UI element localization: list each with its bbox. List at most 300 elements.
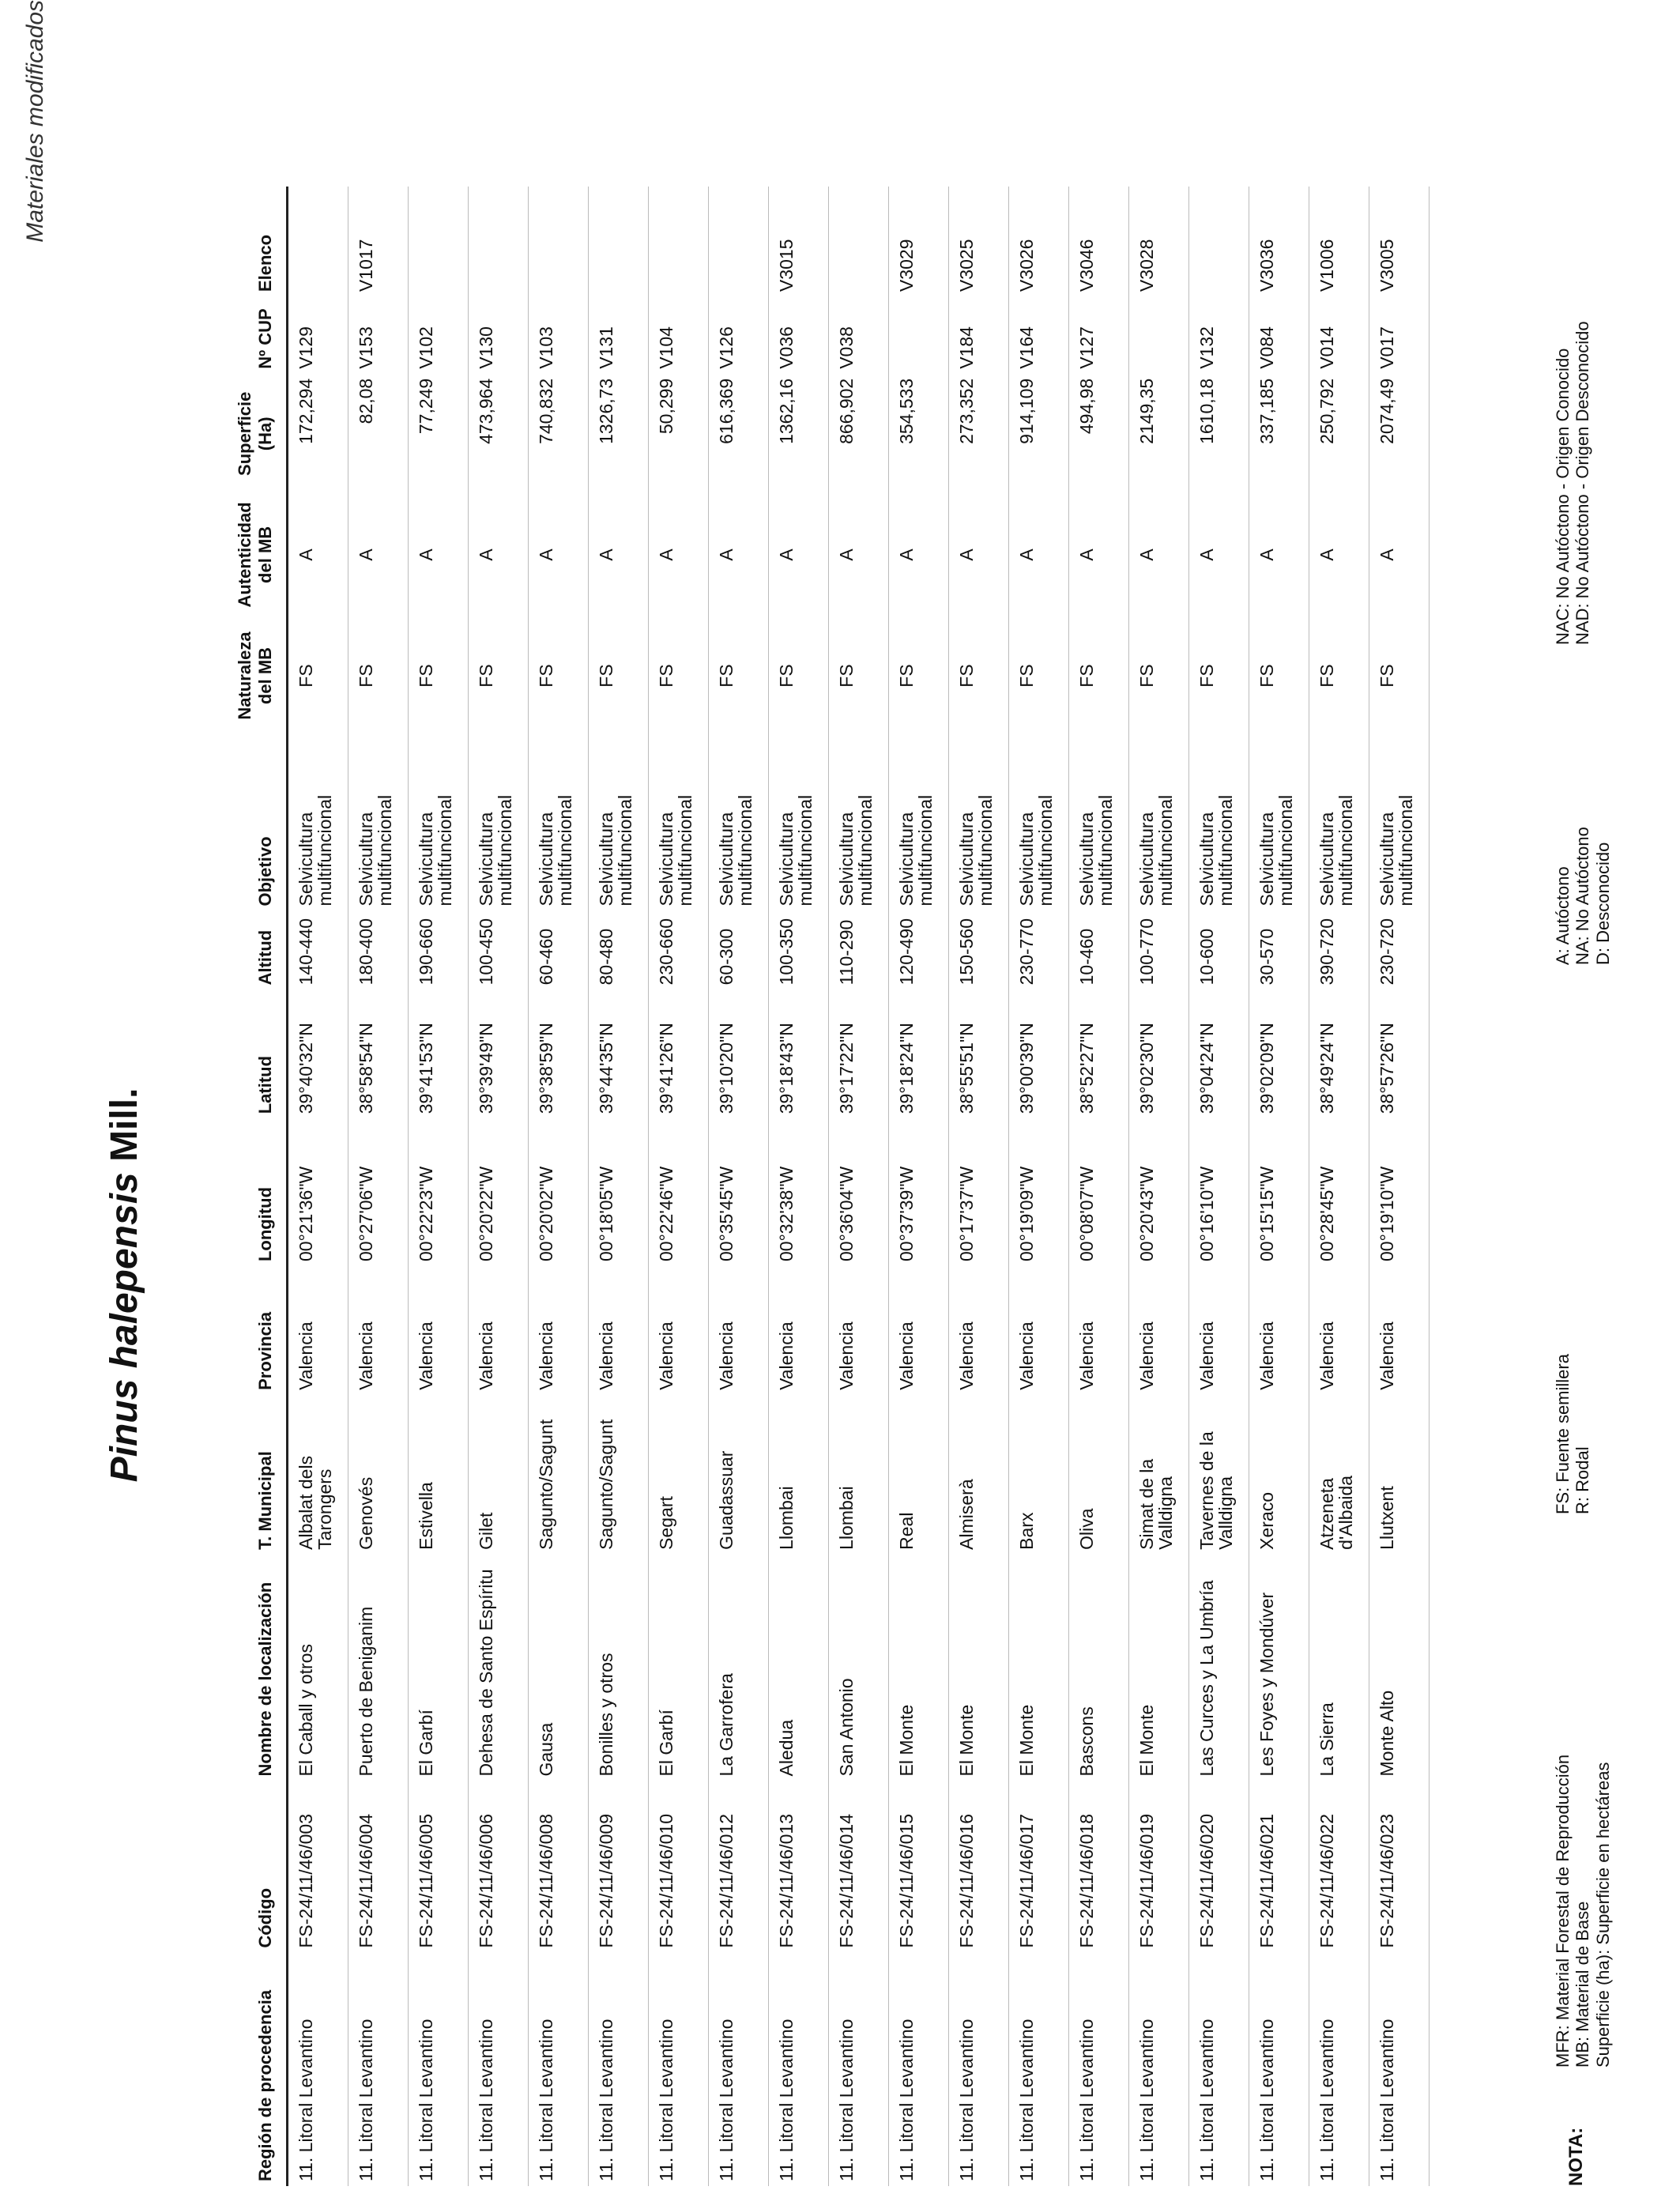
note-line: D: Desconocido xyxy=(1592,842,1613,965)
col-superficie-cell: 494,98 xyxy=(1069,374,1129,494)
col-cup-cell: V153 xyxy=(348,296,409,374)
col-latitud-cell: 39°40'32"N xyxy=(288,990,348,1118)
col-provincia-cell: Valencia xyxy=(469,1266,529,1395)
col-superficie-cell: 2074,49 xyxy=(1369,374,1430,494)
col-objetivo-cell: Selvicultura multifuncional xyxy=(1009,736,1069,911)
col-region-cell: 11. Litoral Levantino xyxy=(409,1953,469,2186)
col-nombre-cell: Bascons xyxy=(1069,1555,1129,1781)
col-nombre-header: Nombre de localización xyxy=(180,1555,288,1781)
col-altitud-cell: 10-460 xyxy=(1069,911,1129,990)
table-row xyxy=(709,187,769,2186)
col-codigo-cell: FS-24/11/46/005 xyxy=(409,1781,469,1953)
col-naturaleza-cell: FS xyxy=(769,616,829,736)
col-region-cell: 11. Litoral Levantino xyxy=(1369,1953,1430,2186)
col-cup-cell: V017 xyxy=(1369,296,1430,374)
col-region-cell: 11. Litoral Levantino xyxy=(1069,1953,1129,2186)
col-codigo-cell: FS-24/11/46/018 xyxy=(1069,1781,1129,1953)
col-municipal-cell: Llutxent xyxy=(1369,1395,1430,1555)
col-nombre-cell: Les Foyes y Mondúver xyxy=(1249,1555,1309,1781)
col-nombre-cell: La Sierra xyxy=(1309,1555,1369,1781)
col-autenticidad-cell: A xyxy=(1069,494,1129,616)
table-row xyxy=(889,187,949,2186)
col-provincia-cell: Valencia xyxy=(409,1266,469,1395)
col-provincia-cell: Valencia xyxy=(949,1266,1009,1395)
col-provincia-cell: Valencia xyxy=(1069,1266,1129,1395)
col-autenticidad-cell: A xyxy=(469,494,529,616)
col-autenticidad-cell: A xyxy=(949,494,1009,616)
col-objetivo-cell: Selvicultura multifuncional xyxy=(409,736,469,911)
col-provincia-cell: Valencia xyxy=(1129,1266,1189,1395)
col-nombre-cell: El Monte xyxy=(889,1555,949,1781)
col-codigo-cell: FS-24/11/46/016 xyxy=(949,1781,1009,1953)
col-superficie-cell: 616,369 xyxy=(709,374,769,494)
table-row xyxy=(1129,187,1189,2186)
col-region-cell: 11. Litoral Levantino xyxy=(469,1953,529,2186)
col-longitud-cell: 00°35'45"W xyxy=(709,1118,769,1266)
col-region-header: Región de procedencia xyxy=(180,1953,288,2186)
col-region-cell: 11. Litoral Levantino xyxy=(889,1953,949,2186)
col-codigo-cell: FS-24/11/46/019 xyxy=(1129,1781,1189,1953)
col-longitud-cell: 00°15'15"W xyxy=(1249,1118,1309,1266)
note-line: R: Rodal xyxy=(1573,1446,1593,1514)
col-municipal-cell: Guadassuar xyxy=(709,1395,769,1555)
col-cup-cell: V127 xyxy=(1069,296,1129,374)
col-objetivo-cell: Selvicultura multifuncional xyxy=(649,736,709,911)
note-line: Superficie (ha): Superficie en hectáreas xyxy=(1592,1762,1613,2068)
col-superficie-cell: 354,533 xyxy=(889,374,949,494)
col-cup-cell: V014 xyxy=(1309,296,1369,374)
col-provincia-cell: Valencia xyxy=(529,1266,589,1395)
col-cup-cell: V036 xyxy=(769,296,829,374)
col-latitud-cell: 38°55'51"N xyxy=(949,990,1009,1118)
col-elenco-cell xyxy=(709,187,769,296)
col-cup-cell xyxy=(1129,296,1189,374)
col-cup-cell: V131 xyxy=(589,296,649,374)
col-naturaleza-cell: FS xyxy=(1309,616,1369,736)
col-longitud-cell: 00°27'06"W xyxy=(348,1118,409,1266)
col-altitud-cell: 140-440 xyxy=(288,911,348,990)
col-municipal-cell: Simat de la Valldigna xyxy=(1129,1395,1189,1555)
col-provincia-header: Provincia xyxy=(180,1266,288,1395)
col-autenticidad-cell: A xyxy=(889,494,949,616)
table-row xyxy=(348,187,409,2186)
col-superficie-cell: 273,352 xyxy=(949,374,1009,494)
col-longitud-cell: 00°19'09"W xyxy=(1009,1118,1069,1266)
col-longitud-cell: 00°22'23"W xyxy=(409,1118,469,1266)
col-naturaleza-cell: FS xyxy=(949,616,1009,736)
notes-column-4 xyxy=(1553,321,1593,645)
col-naturaleza-cell: FS xyxy=(1129,616,1189,736)
col-elenco-cell xyxy=(288,187,348,296)
note-line: NA: No Autóctono xyxy=(1573,827,1593,965)
table-row xyxy=(1009,187,1069,2186)
col-cup-header: Nº CUP xyxy=(180,296,288,374)
col-longitud-cell: 00°22'46"W xyxy=(649,1118,709,1266)
col-latitud-cell: 39°18'24"N xyxy=(889,990,949,1118)
col-nombre-cell: Puerto de Beniganim xyxy=(348,1555,409,1781)
col-region-cell: 11. Litoral Levantino xyxy=(769,1953,829,2186)
col-altitud-cell: 390-720 xyxy=(1309,911,1369,990)
col-longitud-cell: 00°36'04"W xyxy=(829,1118,889,1266)
table-row xyxy=(1069,187,1129,2186)
col-altitud-cell: 230-660 xyxy=(649,911,709,990)
col-autenticidad-header: Autenticidad del MB xyxy=(180,494,288,616)
col-municipal-cell: Sagunto/Sagunt xyxy=(589,1395,649,1555)
col-longitud-cell: 00°32'38"W xyxy=(769,1118,829,1266)
col-nombre-cell: El Garbí xyxy=(409,1555,469,1781)
col-naturaleza-cell: FS xyxy=(348,616,409,736)
col-superficie-cell: 1326,73 xyxy=(589,374,649,494)
col-autenticidad-cell: A xyxy=(709,494,769,616)
col-latitud-cell: 39°41'26"N xyxy=(649,990,709,1118)
col-objetivo-header: Objetivo xyxy=(180,736,288,911)
col-elenco-cell xyxy=(529,187,589,296)
col-naturaleza-header: Naturaleza del MB xyxy=(180,616,288,736)
col-objetivo-cell: Selvicultura multifuncional xyxy=(889,736,949,911)
note-line: FS: Fuente semillera xyxy=(1553,1354,1573,1514)
col-naturaleza-cell: FS xyxy=(1009,616,1069,736)
col-altitud-cell: 60-300 xyxy=(709,911,769,990)
col-objetivo-cell: Selvicultura multifuncional xyxy=(1069,736,1129,911)
col-superficie-cell: 77,249 xyxy=(409,374,469,494)
col-altitud-cell: 30-570 xyxy=(1249,911,1309,990)
table-row xyxy=(829,187,889,2186)
col-latitud-cell: 39°10'20"N xyxy=(709,990,769,1118)
col-municipal-cell: Sagunto/Sagunt xyxy=(529,1395,589,1555)
col-codigo-cell: FS-24/11/46/023 xyxy=(1369,1781,1430,1953)
col-latitud-cell: 39°02'30"N xyxy=(1129,990,1189,1118)
col-naturaleza-cell: FS xyxy=(409,616,469,736)
col-region-cell: 11. Litoral Levantino xyxy=(1309,1953,1369,2186)
col-naturaleza-cell: FS xyxy=(889,616,949,736)
col-municipal-cell: Xeraco xyxy=(1249,1395,1309,1555)
col-altitud-cell: 230-770 xyxy=(1009,911,1069,990)
col-cup-cell: V184 xyxy=(949,296,1009,374)
col-cup-cell: V103 xyxy=(529,296,589,374)
col-nombre-cell: Las Curces y La Umbría xyxy=(1189,1555,1249,1781)
col-longitud-header: Longitud xyxy=(180,1118,288,1266)
col-municipal-cell: Oliva xyxy=(1069,1395,1129,1555)
col-cup-cell: V104 xyxy=(649,296,709,374)
col-superficie-cell: 50,299 xyxy=(649,374,709,494)
col-altitud-cell: 120-490 xyxy=(889,911,949,990)
col-elenco-cell: V3005 xyxy=(1369,187,1430,296)
col-elenco-cell: V3036 xyxy=(1249,187,1309,296)
col-region-cell: 11. Litoral Levantino xyxy=(949,1953,1009,2186)
col-nombre-cell: El Garbí xyxy=(649,1555,709,1781)
col-altitud-cell: 230-720 xyxy=(1369,911,1430,990)
col-longitud-cell: 00°20'02"W xyxy=(529,1118,589,1266)
col-elenco-cell: V3028 xyxy=(1129,187,1189,296)
col-cup-cell: V126 xyxy=(709,296,769,374)
col-superficie-cell: 866,902 xyxy=(829,374,889,494)
species-name: Pinus halepensis xyxy=(104,1172,145,1483)
table-row xyxy=(529,187,589,2186)
col-municipal-cell: Genovés xyxy=(348,1395,409,1555)
col-autenticidad-cell: A xyxy=(769,494,829,616)
species-author: Mill. xyxy=(104,1088,145,1162)
table-row xyxy=(469,187,529,2186)
col-longitud-cell: 00°08'07"W xyxy=(1069,1118,1129,1266)
col-codigo-cell: FS-24/11/46/022 xyxy=(1309,1781,1369,1953)
col-objetivo-cell: Selvicultura multifuncional xyxy=(829,736,889,911)
table-row xyxy=(1309,187,1369,2186)
col-objetivo-cell: Selvicultura multifuncional xyxy=(589,736,649,911)
col-region-cell: 11. Litoral Levantino xyxy=(1129,1953,1189,2186)
col-region-cell: 11. Litoral Levantino xyxy=(709,1953,769,2186)
col-superficie-header: Superficie (Ha) xyxy=(180,374,288,494)
table-row xyxy=(1249,187,1309,2186)
col-elenco-cell xyxy=(409,187,469,296)
col-autenticidad-cell: A xyxy=(589,494,649,616)
col-region-cell: 11. Litoral Levantino xyxy=(529,1953,589,2186)
note-line: MB: Material de Base xyxy=(1573,1901,1593,2068)
col-provincia-cell: Valencia xyxy=(1189,1266,1249,1395)
col-region-cell: 11. Litoral Levantino xyxy=(1189,1953,1249,2186)
col-nombre-cell: Bonilles y otros xyxy=(589,1555,649,1781)
col-provincia-cell: Valencia xyxy=(1009,1266,1069,1395)
table-row xyxy=(1189,187,1249,2186)
col-autenticidad-cell: A xyxy=(288,494,348,616)
table-row xyxy=(949,187,1009,2186)
col-elenco-cell xyxy=(1189,187,1249,296)
col-elenco-cell: V1006 xyxy=(1309,187,1369,296)
col-municipal-cell: Barx xyxy=(1009,1395,1069,1555)
col-naturaleza-cell: FS xyxy=(1369,616,1430,736)
col-altitud-cell: 10-600 xyxy=(1189,911,1249,990)
col-elenco-cell xyxy=(589,187,649,296)
col-objetivo-cell: Selvicultura multifuncional xyxy=(469,736,529,911)
col-altitud-cell: 190-660 xyxy=(409,911,469,990)
col-altitud-cell: 100-350 xyxy=(769,911,829,990)
col-provincia-cell: Valencia xyxy=(769,1266,829,1395)
col-autenticidad-cell: A xyxy=(529,494,589,616)
col-cup-cell: V129 xyxy=(288,296,348,374)
col-provincia-cell: Valencia xyxy=(829,1266,889,1395)
col-longitud-cell: 00°21'36"W xyxy=(288,1118,348,1266)
col-codigo-cell: FS-24/11/46/020 xyxy=(1189,1781,1249,1953)
col-naturaleza-cell: FS xyxy=(469,616,529,736)
col-altitud-cell: 150-560 xyxy=(949,911,1009,990)
notes-column-3 xyxy=(1553,827,1613,965)
col-municipal-cell: Almiserà xyxy=(949,1395,1009,1555)
col-altitud-cell: 100-450 xyxy=(469,911,529,990)
col-objetivo-cell: Selvicultura multifuncional xyxy=(1249,736,1309,911)
col-altitud-cell: 180-400 xyxy=(348,911,409,990)
col-municipal-cell: Atzeneta d'Albaida xyxy=(1309,1395,1369,1555)
col-superficie-cell: 473,964 xyxy=(469,374,529,494)
col-codigo-cell: FS-24/11/46/015 xyxy=(889,1781,949,1953)
col-autenticidad-cell: A xyxy=(1009,494,1069,616)
col-region-cell: 11. Litoral Levantino xyxy=(1009,1953,1069,2186)
col-objetivo-cell: Selvicultura multifuncional xyxy=(949,736,1009,911)
col-cup-cell: V102 xyxy=(409,296,469,374)
col-region-cell: 11. Litoral Levantino xyxy=(348,1953,409,2186)
col-latitud-cell: 38°52'27"N xyxy=(1069,990,1129,1118)
col-municipal-cell: Albalat dels Tarongers xyxy=(288,1395,348,1555)
page-title xyxy=(103,771,146,1799)
col-autenticidad-cell: A xyxy=(1189,494,1249,616)
col-nombre-cell: Aledua xyxy=(769,1555,829,1781)
col-superficie-cell: 914,109 xyxy=(1009,374,1069,494)
col-codigo-cell: FS-24/11/46/021 xyxy=(1249,1781,1309,1953)
col-nombre-cell: San Antonio xyxy=(829,1555,889,1781)
notes-label: NOTA: xyxy=(1565,2127,1587,2186)
col-elenco-cell xyxy=(469,187,529,296)
col-altitud-cell: 60-460 xyxy=(529,911,589,990)
col-longitud-cell: 00°17'37"W xyxy=(949,1118,1009,1266)
col-provincia-cell: Valencia xyxy=(1369,1266,1430,1395)
table-row xyxy=(409,187,469,2186)
note-line: NAD: No Autóctono - Origen Desconocido xyxy=(1573,321,1593,645)
col-autenticidad-cell: A xyxy=(829,494,889,616)
table-body xyxy=(288,187,1430,2186)
col-region-cell: 11. Litoral Levantino xyxy=(649,1953,709,2186)
col-longitud-cell: 00°20'22"W xyxy=(469,1118,529,1266)
col-naturaleza-cell: FS xyxy=(288,616,348,736)
col-cup-cell: V130 xyxy=(469,296,529,374)
col-codigo-cell: FS-24/11/46/014 xyxy=(829,1781,889,1953)
col-autenticidad-cell: A xyxy=(348,494,409,616)
col-objetivo-cell: Selvicultura multifuncional xyxy=(1189,736,1249,911)
col-superficie-cell: 250,792 xyxy=(1309,374,1369,494)
col-longitud-cell: 00°20'43"W xyxy=(1129,1118,1189,1266)
col-naturaleza-cell: FS xyxy=(529,616,589,736)
col-autenticidad-cell: A xyxy=(409,494,469,616)
col-autenticidad-cell: A xyxy=(1309,494,1369,616)
col-cup-cell: V132 xyxy=(1189,296,1249,374)
col-cup-cell: V084 xyxy=(1249,296,1309,374)
notes-block xyxy=(1553,52,1671,2186)
col-region-cell: 11. Litoral Levantino xyxy=(288,1953,348,2186)
col-provincia-cell: Valencia xyxy=(1249,1266,1309,1395)
note-line: NAC: No Autóctono - Origen Conocido xyxy=(1553,348,1573,645)
col-nombre-cell: El Monte xyxy=(949,1555,1009,1781)
col-nombre-cell: El Monte xyxy=(1129,1555,1189,1781)
col-latitud-cell: 39°02'09"N xyxy=(1249,990,1309,1118)
col-autenticidad-cell: A xyxy=(1129,494,1189,616)
table-row xyxy=(649,187,709,2186)
table-row xyxy=(288,187,348,2186)
col-latitud-cell: 39°04'24"N xyxy=(1189,990,1249,1118)
col-latitud-cell: 39°44'35"N xyxy=(589,990,649,1118)
col-municipal-cell: Llombai xyxy=(829,1395,889,1555)
col-longitud-cell: 00°37'39"W xyxy=(889,1118,949,1266)
col-codigo-cell: FS-24/11/46/008 xyxy=(529,1781,589,1953)
note-line: MFR: Material Forestal de Reproducción xyxy=(1553,1754,1573,2068)
table-row xyxy=(589,187,649,2186)
col-elenco-cell: V3025 xyxy=(949,187,1009,296)
col-objetivo-cell: Selvicultura multifuncional xyxy=(1309,736,1369,911)
col-objetivo-cell: Selvicultura multifuncional xyxy=(529,736,589,911)
col-cup-cell: V164 xyxy=(1009,296,1069,374)
col-codigo-cell: FS-24/11/46/010 xyxy=(649,1781,709,1953)
col-codigo-cell: FS-24/11/46/003 xyxy=(288,1781,348,1953)
col-municipal-cell: Tavernes de la Valldigna xyxy=(1189,1395,1249,1555)
table-row xyxy=(769,187,829,2186)
col-nombre-cell: Dehesa de Santo Espíritu xyxy=(469,1555,529,1781)
col-codigo-cell: FS-24/11/46/004 xyxy=(348,1781,409,1953)
col-codigo-cell: FS-24/11/46/017 xyxy=(1009,1781,1069,1953)
col-latitud-cell: 39°17'22"N xyxy=(829,990,889,1118)
col-cup-cell: V038 xyxy=(829,296,889,374)
col-codigo-cell: FS-24/11/46/006 xyxy=(469,1781,529,1953)
col-naturaleza-cell: FS xyxy=(649,616,709,736)
col-nombre-cell: La Garrofera xyxy=(709,1555,769,1781)
col-provincia-cell: Valencia xyxy=(709,1266,769,1395)
col-latitud-cell: 39°00'39"N xyxy=(1009,990,1069,1118)
col-autenticidad-cell: A xyxy=(1369,494,1430,616)
col-autenticidad-cell: A xyxy=(1249,494,1309,616)
col-municipal-cell: Segart xyxy=(649,1395,709,1555)
col-municipal-cell: Estivella xyxy=(409,1395,469,1555)
col-codigo-cell: FS-24/11/46/009 xyxy=(589,1781,649,1953)
col-latitud-cell: 38°57'26"N xyxy=(1369,990,1430,1118)
col-nombre-cell: Monte Alto xyxy=(1369,1555,1430,1781)
col-codigo-cell: FS-24/11/46/012 xyxy=(709,1781,769,1953)
section-header: Materiales modificados xyxy=(22,0,48,243)
col-naturaleza-cell: FS xyxy=(589,616,649,736)
note-line: A: Autóctono xyxy=(1553,866,1573,965)
col-elenco-cell: V3029 xyxy=(889,187,949,296)
col-codigo-header: Código xyxy=(180,1781,288,1953)
notes-column-1 xyxy=(1553,1755,1613,2068)
col-region-cell: 11. Litoral Levantino xyxy=(1249,1953,1309,2186)
col-altitud-header: Altitud xyxy=(180,911,288,990)
col-provincia-cell: Valencia xyxy=(348,1266,409,1395)
col-latitud-cell: 38°49'24"N xyxy=(1309,990,1369,1118)
col-latitud-header: Latitud xyxy=(180,990,288,1118)
col-nombre-cell: El Monte xyxy=(1009,1555,1069,1781)
col-nombre-cell: Gausa xyxy=(529,1555,589,1781)
col-superficie-cell: 2149,35 xyxy=(1129,374,1189,494)
col-objetivo-cell: Selvicultura multifuncional xyxy=(288,736,348,911)
col-objetivo-cell: Selvicultura multifuncional xyxy=(1129,736,1189,911)
col-objetivo-cell: Selvicultura multifuncional xyxy=(769,736,829,911)
table-header xyxy=(180,187,288,2186)
notes-column-2 xyxy=(1553,1354,1593,1514)
col-latitud-cell: 39°39'49"N xyxy=(469,990,529,1118)
col-municipal-cell: Real xyxy=(889,1395,949,1555)
col-provincia-cell: Valencia xyxy=(1309,1266,1369,1395)
col-latitud-cell: 39°18'43"N xyxy=(769,990,829,1118)
col-elenco-cell: V3046 xyxy=(1069,187,1129,296)
col-elenco-cell xyxy=(829,187,889,296)
col-municipal-cell: Llombai xyxy=(769,1395,829,1555)
col-municipal-header: T. Municipal xyxy=(180,1395,288,1555)
col-codigo-cell: FS-24/11/46/013 xyxy=(769,1781,829,1953)
col-elenco-cell: V3015 xyxy=(769,187,829,296)
col-provincia-cell: Valencia xyxy=(589,1266,649,1395)
col-region-cell: 11. Litoral Levantino xyxy=(829,1953,889,2186)
materials-table xyxy=(180,187,1430,2186)
col-provincia-cell: Valencia xyxy=(288,1266,348,1395)
col-altitud-cell: 80-480 xyxy=(589,911,649,990)
col-superficie-cell: 172,294 xyxy=(288,374,348,494)
col-naturaleza-cell: FS xyxy=(709,616,769,736)
col-provincia-cell: Valencia xyxy=(649,1266,709,1395)
col-objetivo-cell: Selvicultura multifuncional xyxy=(1369,736,1430,911)
col-longitud-cell: 00°16'10"W xyxy=(1189,1118,1249,1266)
col-region-cell: 11. Litoral Levantino xyxy=(589,1953,649,2186)
col-superficie-cell: 740,832 xyxy=(529,374,589,494)
col-superficie-cell: 1610,18 xyxy=(1189,374,1249,494)
col-longitud-cell: 00°28'45"W xyxy=(1309,1118,1369,1266)
col-elenco-header: Elenco xyxy=(180,187,288,296)
col-superficie-cell: 82,08 xyxy=(348,374,409,494)
col-latitud-cell: 39°38'59"N xyxy=(529,990,589,1118)
col-autenticidad-cell: A xyxy=(649,494,709,616)
